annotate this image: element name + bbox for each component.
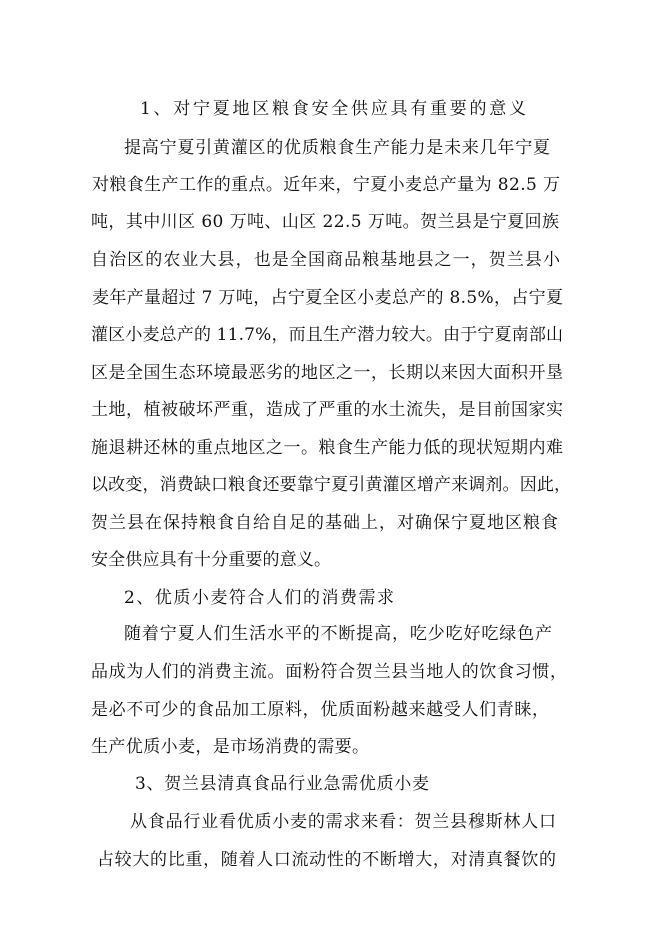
paragraph-3-line: 占较大的比重，随着人口流动性的不断增大，对清真餐饮的 <box>97 850 557 870</box>
paragraph-2-line: 生产优质小麦，是市场消费的需要。 <box>91 737 370 757</box>
heading-2: 2、优质小麦符合人们的消费需求 <box>124 588 396 608</box>
paragraph-1-line: 灌区小麦总产的 11.7%，而且生产潜力较大。由于宁夏南部山 <box>91 325 564 345</box>
paragraph-1-line: 土地，植被破坏严重，造成了严重的水土流失，是目前国家实 <box>91 400 564 420</box>
paragraph-1-line: 区是全国生态环境最恶劣的地区之一，长期以来因大面积开垦 <box>91 363 564 383</box>
paragraph-1-line: 对粮食生产工作的重点。近年来，宁夏小麦总产量为 82.5 万 <box>92 175 561 195</box>
paragraph-3-line: 从食品行业看优质小麦的需求来看：贺兰县穆斯林人口 <box>130 812 557 832</box>
paragraph-1-line: 麦年产量超过 7 万吨，占宁夏全区小麦总产的 8.5%，占宁夏 <box>92 288 564 308</box>
paragraph-2-line: 品成为人们的消费主流。面粉符合贺兰县当地人的饮食习惯， <box>91 662 568 682</box>
paragraph-1-line: 以改变，消费缺口粮食还要靠宁夏引黄灌区增产来调剂。因此， <box>91 475 572 495</box>
paragraph-1-line: 贺兰县在保持粮食自给自足的基础上，对确保宁夏地区粮食 <box>91 513 559 533</box>
heading-3: 3、贺兰县清真食品行业急需优质小麦 <box>135 774 430 794</box>
paragraph-1-line: 安全供应具有十分重要的意义。 <box>91 550 332 570</box>
paragraph-1-line: 吨，其中川区 60 万吨、山区 22.5 万吨。贺兰县是宁夏回族 <box>91 212 560 232</box>
paragraph-1-line: 提高宁夏引黄灌区的优质粮食生产能力是未来几年宁夏 <box>124 138 551 158</box>
paragraph-2-line: 随着宁夏人们生活水平的不断提高，吃少吃好吃绿色产 <box>124 624 553 644</box>
paragraph-1-line: 施退耕还林的重点地区之一。粮食生产能力低的现状短期内难 <box>91 438 564 458</box>
paragraph-1-line: 自治区的农业大县，也是全国商品粮基地县之一，贺兰县小 <box>91 250 562 270</box>
heading-1: 1、对宁夏地区粮食安全供应具有重要的意义 <box>140 99 529 119</box>
paragraph-2-line: 是必不可少的食品加工原料，优质面粉越来越受人们青睐， <box>91 700 550 720</box>
